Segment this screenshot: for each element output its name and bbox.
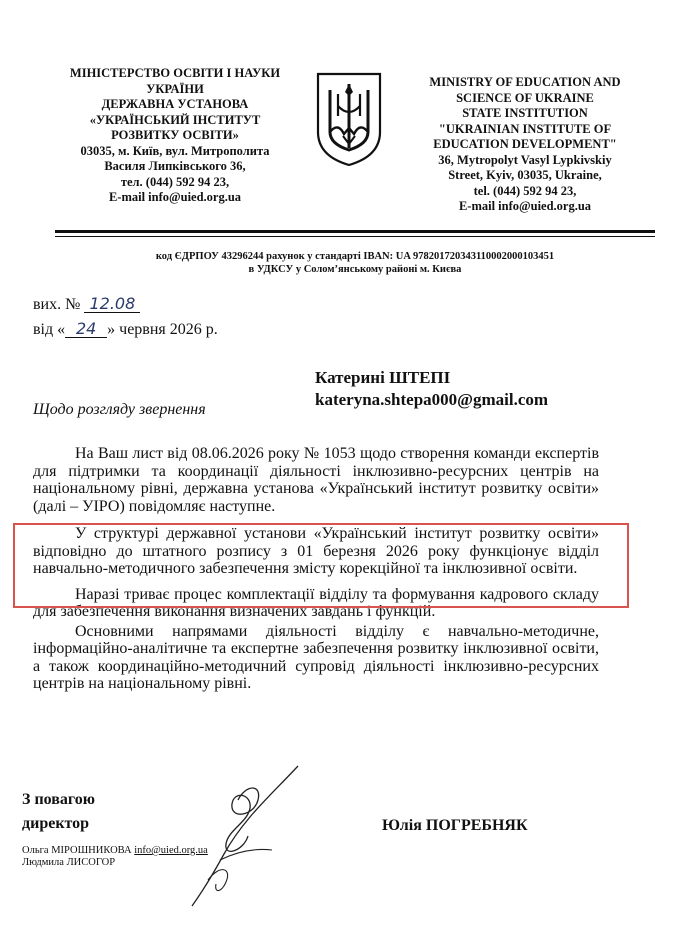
- outgoing-number-label: вих. №: [33, 296, 81, 313]
- header-ua-line: тел. (044) 592 94 23,: [120, 174, 230, 189]
- header-ua-line: 03035, м. Київ, вул. Митрополита: [80, 143, 270, 158]
- executors-block: [22, 845, 208, 869]
- outgoing-number-value: 12.08: [84, 296, 140, 313]
- bank-details-line: код ЄДРПОУ 43296244 рахунок у стандарті IBAN: UA 978201720343110002000103451: [155, 251, 555, 262]
- executor-email-link[interactable]: info@uied.org.ua: [134, 845, 208, 856]
- header-rule-thick: [55, 230, 655, 233]
- date-prefix: від «: [33, 321, 66, 338]
- recipient-name: Катерині ШТЕПІ: [315, 368, 451, 387]
- header-ua-line: E-mail info@uied.org.ua: [108, 190, 242, 204]
- header-english: [410, 75, 640, 215]
- date-day: 24: [65, 321, 107, 338]
- executor-name: Ольга МІРОШНИКОВА: [22, 845, 132, 856]
- closing-regards: З повагою: [22, 791, 95, 808]
- letter-subject: Щодо розгляду звернення: [33, 401, 206, 418]
- signer-name: Юлія ПОГРЕБНЯК: [382, 817, 528, 834]
- header-en-line: SCIENCE OF UKRAINE: [456, 90, 594, 105]
- header-ua-line: УКРАЇНИ: [146, 81, 204, 96]
- signature-icon: [180, 760, 320, 910]
- outgoing-number: [33, 296, 140, 314]
- closing-block: [22, 788, 95, 836]
- body-paragraph: Наразі триває процес комплектації відділу та формування кадрового складу для забезпечення виконання визначених завдань і функцій.: [33, 585, 599, 620]
- bank-details: [55, 250, 655, 276]
- header-ua-line: ДЕРЖАВНА УСТАНОВА: [101, 97, 249, 111]
- header-rule-thin: [55, 236, 655, 237]
- header-en-line: 36, Mytropolyt Vasyl Lypkivskiy: [438, 152, 612, 167]
- header-ua-line: Василя Липківського 36,: [104, 159, 246, 173]
- header-en-line: E-mail info@uied.org.ua: [458, 199, 592, 213]
- closing-position: директор: [22, 815, 90, 832]
- body-paragraph: Основними напрямами діяльності відділу є навчально-методичне, інформаційно-аналітичне та експертне забезпечення розвитку інклюзивної освіти, а також координаційно-методичний супровід діяльності інклюзивно-ресурсних центрів на національному рівні.: [33, 622, 599, 692]
- bank-details-line: в УДКСУ у Солом’янському районі м. Києва: [248, 264, 462, 275]
- header-ua-line: «УКРАЇНСЬКИЙ ІНСТИТУТ: [89, 112, 261, 127]
- recipient-block: [315, 367, 548, 411]
- header-en-line: EDUCATION DEVELOPMENT": [433, 137, 617, 151]
- header-ukrainian: [50, 66, 300, 206]
- letter-date: [33, 321, 218, 339]
- header-en-line: STATE INSTITUTION: [462, 106, 588, 120]
- body-paragraph: На Ваш лист від 08.06.2026 року № 1053 щодо створення команди експертів для підтримки та координації діяльності інклюзивно-ресурсних центрів на національному рівні, державна установа «Український інститут розвитку освіти» (далі – УІРО) повідомляє наступне.: [33, 445, 599, 515]
- coat-of-arms-icon: [314, 70, 384, 168]
- header-en-line: MINISTRY OF EDUCATION AND: [429, 75, 621, 89]
- header-en-line: tel. (044) 592 94 23,: [473, 183, 577, 198]
- date-suffix: » червня 2026 р.: [107, 321, 218, 338]
- body-paragraph-highlighted: У структурі державної установи «Український інститут розвитку освіти» відповідно до штатного розпису з 01 березня 2026 року функціонує відділ навчально-методичного забезпечення змісту корекційної та інклюзивної освіти.: [33, 525, 599, 577]
- header-ua-line: РОЗВИТКУ ОСВІТИ»: [111, 128, 239, 142]
- header-ua-line: МІНІСТЕРСТВО ОСВІТИ І НАУКИ: [69, 66, 281, 80]
- highlight-box: [13, 523, 629, 608]
- header-en-line: Street, Kyiv, 03035, Ukraine,: [448, 168, 602, 182]
- recipient-email: kateryna.shtepa000@gmail.com: [315, 390, 549, 409]
- header-en-line: "UKRAINIAN INSTITUTE OF: [438, 121, 612, 136]
- executor-name: Людмила ЛИСОГОР: [22, 857, 116, 868]
